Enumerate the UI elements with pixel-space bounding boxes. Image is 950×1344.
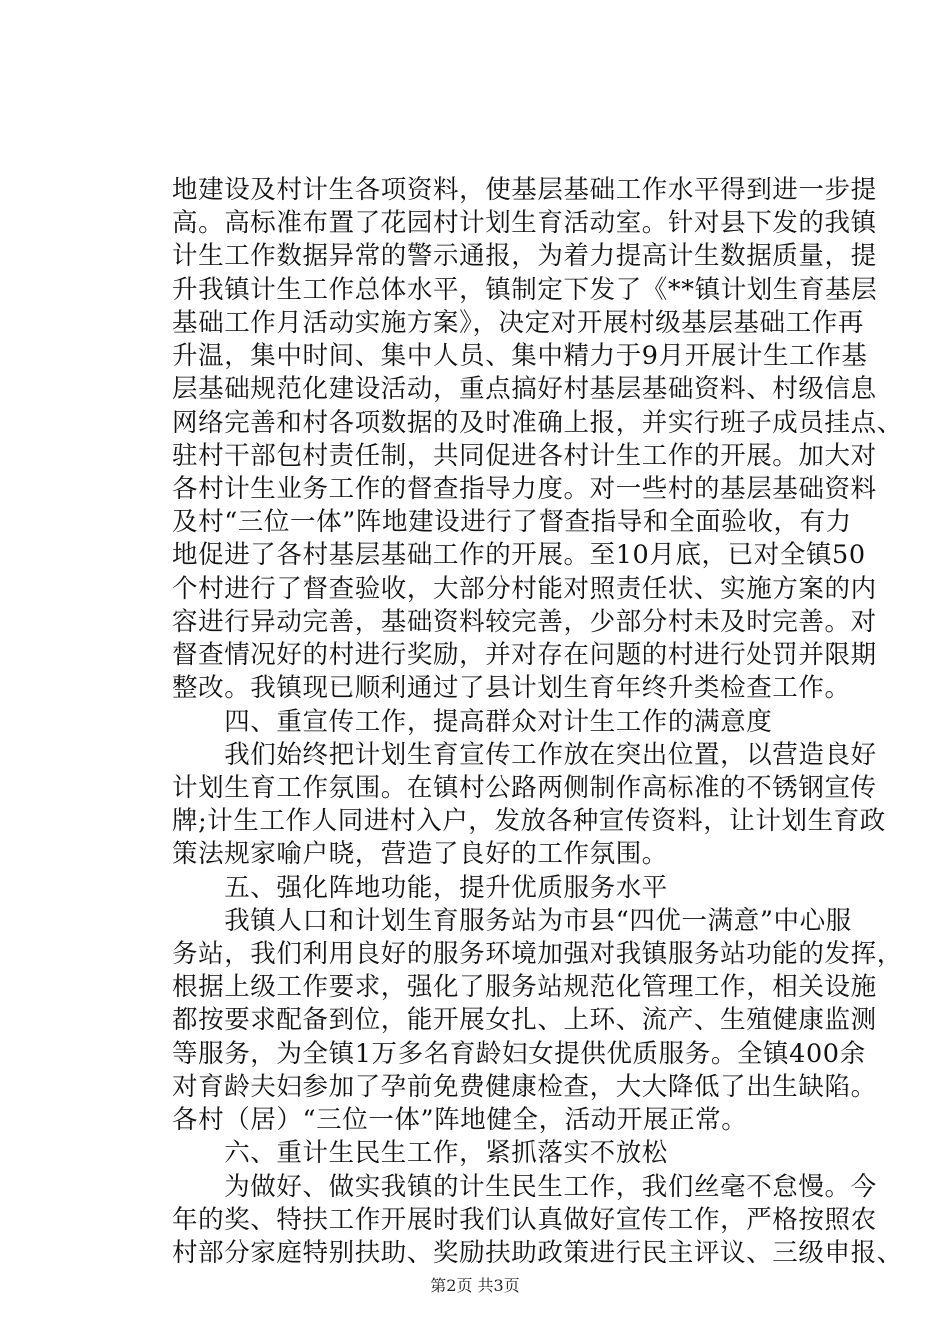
body-text-line: 等服务，为全镇1万多名育龄妇女提供优质服务。全镇400余 — [172, 1039, 866, 1069]
body-text-line: 计划生育工作氛围。在镇村公路两侧制作高标准的不锈钢宣传 — [172, 773, 877, 803]
body-text-line: 各村（居）“三位一体”阵地健全，活动开展正常。 — [172, 1105, 748, 1135]
body-text-line: 根据上级工作要求，强化了服务站规范化管理工作，相关设施 — [172, 972, 877, 1002]
body-text-line: 基础工作月活动实施方案》，决定对开展村级基层基础工作再 — [172, 308, 864, 338]
body-text-line: 整改。我镇现已顺利通过了县计划生育年终升类检查工作。 — [172, 673, 851, 703]
body-text-line: 地促进了各村基层基础工作的开展。至10月底，已对全镇50 — [172, 540, 866, 570]
section-heading-6: 六、重计生民生工作，紧抓落实不放松 — [172, 1138, 668, 1168]
body-text-line: 都按要求配备到位，能开展女扎、上环、流产、生殖健康监测 — [172, 1005, 877, 1035]
body-text-line: 村部分家庭特别扶助、奖励扶助政策进行民主评议、三级申报、 — [172, 1238, 903, 1268]
body-text-line: 我们始终把计划生育宣传工作放在突出位置，以营造良好 — [172, 740, 877, 770]
body-text-line: 牌;计生工作人同进村入户，发放各种宣传资料，让计划生育政 — [172, 806, 886, 836]
body-text-line: 个村进行了督查验收，大部分村能对照责任状、实施方案的内 — [172, 574, 877, 604]
body-text-line: 为做好、做实我镇的计生民生工作，我们丝毫不怠慢。今 — [172, 1172, 877, 1202]
body-text-line: 驻村干部包村责任制，共同促进各村计生工作的开展。加大对 — [172, 441, 877, 471]
body-text-line: 计生工作数据异常的警示通报，为着力提高计生数据质量，提 — [172, 241, 877, 271]
body-text-line: 及村“三位一体”阵地建设进行了督查指导和全面验收，有力 — [172, 507, 852, 537]
section-heading-4: 四、重宣传工作，提高群众对计生工作的满意度 — [172, 707, 773, 737]
body-text-line: 策法规家喻户晓，营造了良好的工作氛围。 — [172, 839, 668, 869]
body-text-line: 层基础规范化建设活动，重点搞好村基层基础资料、村级信息 — [172, 374, 877, 404]
body-text-line: 升温，集中时间、集中人员、集中精力于9月开展计生工作基 — [172, 341, 868, 371]
page-footer: 第2页 共3页 — [430, 1276, 520, 1295]
body-text-line: 各村计生业务工作的督查指导力度。对一些村的基层基础资料 — [172, 474, 877, 504]
body-text-line: 地建设及村计生各项资料，使基层基础工作水平得到进一步提 — [172, 175, 877, 205]
body-text-line: 对育龄夫妇参加了孕前免费健康检查，大大降低了出生缺陷。 — [172, 1072, 877, 1102]
body-text-line: 务站，我们利用良好的服务环境加强对我镇服务站功能的发挥， — [172, 939, 903, 969]
body-text-line: 网络完善和村各项数据的及时准确上报，并实行班子成员挂点、 — [172, 408, 903, 438]
body-text-line: 督查情况好的村进行奖励，并对存在问题的村进行处罚并限期 — [172, 640, 877, 670]
body-text-line: 高。高标准布置了花园村计划生育活动室。针对县下发的我镇 — [172, 208, 877, 238]
body-text-line: 年的奖、特扶工作开展时我们认真做好宣传工作，严格按照农 — [172, 1205, 877, 1235]
body-text-line: 我镇人口和计划生育服务站为市县“四优一满意”中心服 — [172, 906, 852, 936]
section-heading-5: 五、强化阵地功能，提升优质服务水平 — [172, 873, 668, 903]
body-text-line: 容进行异动完善，基础资料较完善，少部分村未及时完善。对 — [172, 607, 877, 637]
body-text-line: 升我镇计生工作总体水平，镇制定下发了《**镇计划生育基层 — [172, 275, 878, 305]
